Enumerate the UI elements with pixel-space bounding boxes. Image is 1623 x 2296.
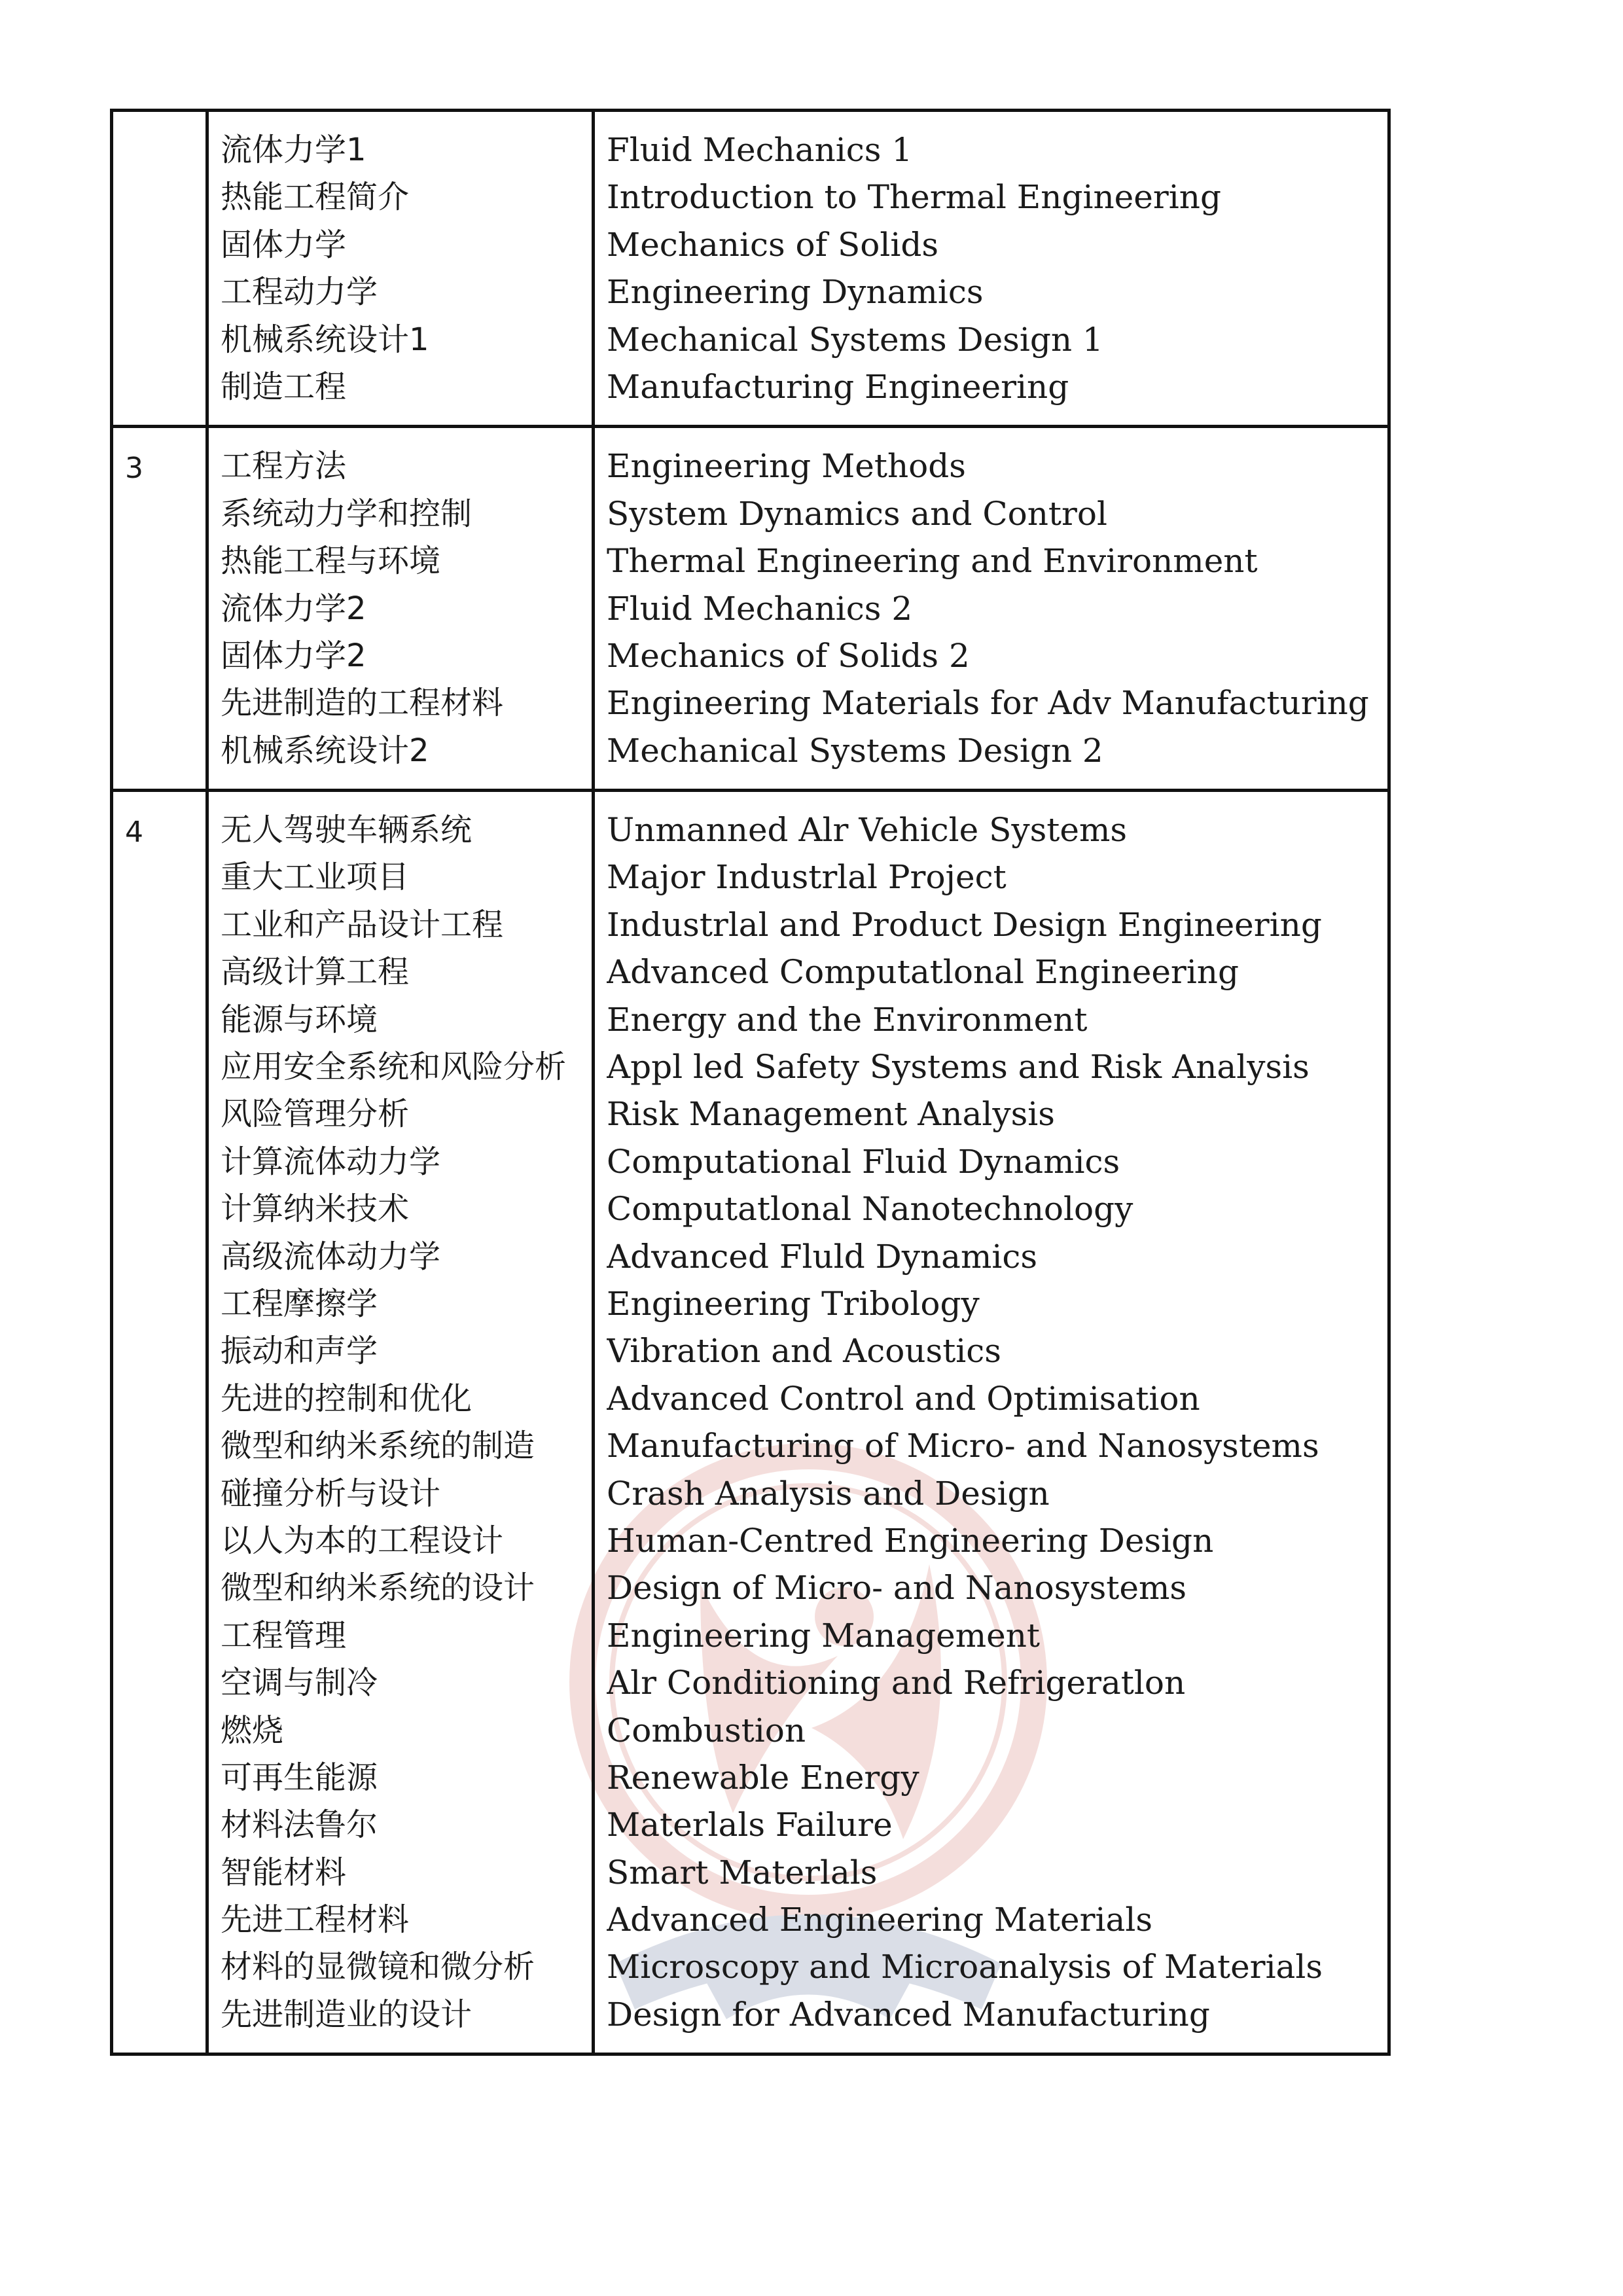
table-row [112, 791, 1389, 2054]
course-name-zh: 可再生能源 [221, 1759, 378, 1796]
course-name-en: Design for Advanced Manufacturing [607, 1995, 1210, 2034]
course-name-en: System Dynamics and Control [607, 494, 1108, 533]
course-name-zh: 工业和产品设计工程 [221, 906, 504, 943]
course-name-en: Engineering Dynamics [607, 273, 984, 312]
course-name-en: Advanced Engineering Materials [607, 1901, 1152, 1939]
chinese-course-cell [207, 427, 594, 791]
course-name-zh: 微型和纳米系统的设计 [221, 1570, 535, 1607]
course-name-zh: 系统动力学和控制 [221, 495, 473, 532]
course-name-zh: 燃烧 [221, 1712, 284, 1749]
course-name-en: Engineering Materials for Adv Manufacturing [607, 684, 1369, 723]
course-name-zh: 应用安全系统和风险分析 [221, 1049, 567, 1086]
course-name-en: Mechanics of Solids [607, 225, 939, 264]
course-name-en: Crash Analysis and Design [607, 1474, 1050, 1513]
course-table [110, 109, 1391, 2056]
course-name-en: Major Industrlal Project [607, 858, 1007, 897]
course-name-zh: 材料的显微镜和微分析 [221, 1948, 535, 1986]
course-name-en: Manufacturing Engineering [607, 367, 1069, 406]
course-name-en: Unmanned Alr Vehicle Systems [607, 811, 1128, 850]
course-name-zh: 重大工业项目 [221, 859, 410, 896]
course-name-zh: 以人为本的工程设计 [221, 1522, 504, 1559]
course-name-en: Alr Conditioning and Refrigeratlon [607, 1664, 1186, 1702]
course-name-zh: 固体力学 [221, 226, 347, 263]
course-name-zh: 工程动力学 [221, 274, 378, 311]
course-name-zh: 固体力学2 [221, 637, 366, 674]
chinese-course-cell [207, 111, 594, 427]
course-name-en: Manufacturing of Micro- and Nanosystems [607, 1427, 1319, 1465]
course-name-zh: 工程管理 [221, 1617, 347, 1654]
course-name-zh: 振动和声学 [221, 1333, 378, 1370]
course-name-en: Advanced Control and Optimisation [607, 1379, 1200, 1418]
course-name-en: Mechanical Systems Design 2 [607, 731, 1103, 770]
course-name-en: Human-Centred Engineering Design [607, 1521, 1214, 1560]
course-name-en: Computational Fluid Dynamics [607, 1142, 1120, 1181]
course-name-zh: 计算纳米技术 [221, 1191, 410, 1228]
course-name-en: Smart Materlals [607, 1853, 878, 1892]
course-name-en: Engineering Management [607, 1616, 1040, 1655]
course-name-zh: 制造工程 [221, 368, 347, 405]
course-name-zh: 先进制造业的设计 [221, 1996, 473, 2033]
course-name-zh: 高级计算工程 [221, 954, 410, 991]
english-course-cell [594, 111, 1389, 427]
table-row [112, 111, 1389, 427]
course-name-zh: 智能材料 [221, 1854, 347, 1891]
course-name-zh: 能源与环境 [221, 1001, 378, 1038]
year-cell [112, 111, 207, 427]
course-name-zh: 风险管理分析 [221, 1096, 410, 1133]
course-name-en: Engineering Tribology [607, 1284, 980, 1323]
course-name-en: Fluid Mechanics 1 [607, 131, 913, 169]
chinese-course-cell [207, 791, 594, 2054]
english-course-cell [594, 791, 1389, 2054]
course-name-zh: 无人驾驶车辆系统 [221, 812, 473, 849]
course-name-en: Fluid Mechanics 2 [607, 589, 913, 628]
course-name-en: Vibration and Acoustics [607, 1332, 1001, 1371]
course-name-zh: 流体力学2 [221, 590, 366, 627]
course-name-zh: 计算流体动力学 [221, 1143, 441, 1180]
course-name-zh: 碰撞分析与设计 [221, 1475, 441, 1512]
course-name-en: Energy and the Environment [607, 1000, 1088, 1039]
course-name-en: Appl led Safety Systems and Risk Analysis [607, 1048, 1310, 1086]
course-name-zh: 材料法鲁尔 [221, 1806, 378, 1844]
course-name-zh: 高级流体动力学 [221, 1238, 441, 1275]
course-name-en: Risk Management Analysis [607, 1095, 1055, 1134]
course-name-zh: 先进的控制和优化 [221, 1380, 473, 1417]
course-name-zh: 先进制造的工程材料 [221, 685, 504, 722]
course-name-en: Microscopy and Microanalysis of Materials [607, 1948, 1323, 1986]
course-name-en: Advanced Computatlonal Engineering [607, 953, 1240, 992]
table-row [112, 427, 1389, 791]
course-name-zh: 工程方法 [221, 448, 347, 485]
course-name-zh: 流体力学1 [221, 132, 366, 168]
course-name-zh: 工程摩擦学 [221, 1285, 378, 1322]
course-name-en: Mechanics of Solids 2 [607, 636, 970, 675]
english-course-cell [594, 427, 1389, 791]
course-name-en: Introduction to Thermal Engineering [607, 178, 1221, 217]
course-name-zh: 机械系统设计2 [221, 732, 429, 769]
course-name-en: Thermal Engineering and Environment [607, 542, 1258, 581]
course-name-en: Design of Micro- and Nanosystems [607, 1569, 1187, 1607]
course-name-zh: 热能工程与环境 [221, 543, 441, 580]
course-name-en: Mechanical Systems Design 1 [607, 320, 1103, 359]
course-name-en: Industrlal and Product Design Engineering [607, 905, 1322, 944]
course-name-en: Renewable Energy [607, 1758, 919, 1797]
course-name-en: Computatlonal Nanotechnology [607, 1190, 1133, 1229]
year-cell: 3 [112, 427, 207, 791]
course-name-zh: 先进工程材料 [221, 1901, 410, 1939]
course-name-zh: 微型和纳米系统的制造 [221, 1427, 535, 1465]
course-name-en: Engineering Methods [607, 447, 966, 486]
course-name-en: Materlals Failure [607, 1806, 893, 1844]
course-name-en: Advanced Fluld Dynamics [607, 1237, 1038, 1276]
course-name-en: Combustion [607, 1711, 806, 1749]
course-name-zh: 机械系统设计1 [221, 321, 429, 358]
course-name-zh: 空调与制冷 [221, 1664, 378, 1702]
year-cell: 4 [112, 791, 207, 2054]
course-name-zh: 热能工程简介 [221, 179, 410, 216]
